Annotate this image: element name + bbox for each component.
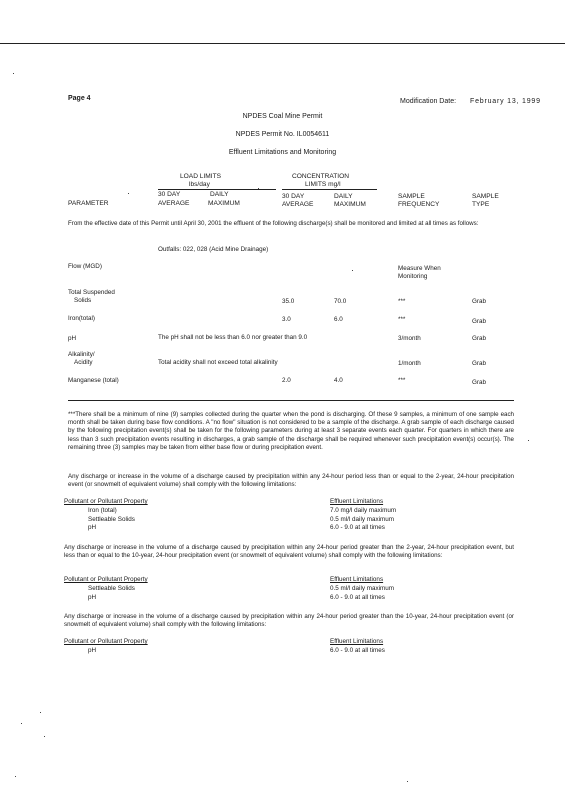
page-label: Page 4 [68,95,91,102]
col-sample-type-l1: SAMPLE [472,193,499,200]
col-sample-type-l2: TYPE [472,201,490,208]
paragraph-2yr: Any discharge or increase in the volume of a discharge caused by precipitation within any 24-hour period less than or equal to the 2-year, 24-hour precipitation event (or snowmelt of equivalent volume) shall comply with the following limitations: [68,473,514,489]
row-tss-max: 70.0 [334,298,347,305]
title-effluent: Effluent Limitations and Monitoring [228,149,337,156]
block2-left-header: Pollutant or Pollutant Property [64,576,148,583]
row-alkalinity-param-l1: Alkalinity/ [68,351,95,358]
table-divider [68,400,514,401]
block1-item-3-name: pH [88,524,97,531]
block3-left-header: Pollutant or Pollutant Property [64,638,148,645]
block1-right-header: Effluent Limitations [330,498,384,505]
row-ph-freq: 3/month [398,335,421,342]
block3-right-header: Effluent Limitations [330,638,384,645]
block2-item-1-name: Settleable Solids [88,585,135,592]
row-manganese-max: 4.0 [334,377,343,384]
row-manganese-avg: 2.0 [282,377,291,384]
row-tss-param-l2: Solids [74,297,92,304]
modification-label: Modification Date: [400,98,457,105]
block2-item-1-limit: 0.5 ml/l daily maximum [330,585,395,592]
row-iron-freq: *** [398,316,406,323]
row-iron-param: Iron(total) [68,315,95,322]
top-border [0,43,565,44]
row-alkalinity-param-l2: Acidity [74,359,93,366]
row-tss-freq: *** [398,298,406,305]
intro-paragraph: From the effective date of this Permit until April 30, 2001 the effluent of the following discharge(s) shall be monitored and limited at all times as follows: [68,220,479,227]
col-sample-frequency-l2: FREQUENCY [398,201,440,208]
concentration-heading: CONCENTRATION [292,173,350,180]
block3-item-1-name: pH [88,647,97,654]
col-sample-frequency-l1: SAMPLE [398,193,425,200]
block2-item-2-limit: 6.0 - 9.0 at all times [330,594,385,601]
row-iron-avg: 3.0 [282,316,291,323]
block1-item-1-name: Iron (total) [88,507,117,514]
row-tss-param-l1: Total Suspended [68,289,115,296]
row-manganese-freq: *** [398,377,406,384]
load-units: lbs/day [189,181,210,188]
col-daily-max-l1: DAILY [210,191,229,198]
outfalls-line: Outfalls: 022, 028 (Acid Mine Drainage) [158,246,269,253]
load-limits-heading: LOAD LIMITS [180,173,222,180]
row-alkalinity-note: Total acidity shall not exceed total alkalinity [158,359,278,366]
paragraph-10yr: Any discharge or increase in the volume of a discharge caused by precipitation within any 24-hour period greater than the 2-year, 24-hour precipitation event, but less than or equal to the 10-year, 24-hour precipitation event (or snowmelt of equivalent volume) shall comply with the following limitations: [64,544,514,560]
modification-date: February 13, 1999 [470,98,541,105]
col-conc-max-l1: DAILY [334,193,353,200]
block1-item-1-limit: 7.0 mg/l daily maximum [330,507,397,514]
block2-right-header: Effluent Limitations [330,576,384,583]
row-manganese-param: Manganese (total) [68,377,119,384]
title-permit: NPDES Coal Mine Permit [242,113,323,120]
concentration-rule [282,189,377,190]
col-conc-avg-l1: 30 DAY [282,193,305,200]
block2-item-2-name: pH [88,594,97,601]
col-30day-avg-l2: AVERAGE [158,200,190,207]
footnote-paragraph: ***There shall be a minimum of nine (9) samples collected during the quarter when the pond is discharging. Of these 9 samples, a minimum of one sample each month shall be taken during base flow conditions. A "no flow" situation is not considered to be a sample of the discharge. A grab sample of each discharge caused by the following precipitation event(s) shall be taken for the following parameters during at least 3 separate events each quarter. For quarters in which there are less than 3 such precipitation events resulting in discharges, a grab sample of the discharge shall be required whenever such precipitation event(s) occur(s). The remaining three (3) samples may be taken from either base flow or during precipitation event. [68,411,514,451]
concentration-units: LIMITS mg/l [305,181,341,188]
col-daily-max-l2: MAXIMUM [208,200,240,207]
block1-item-3-limit: 6.0 - 9.0 at all times [330,524,385,531]
row-flow-freq-l1: Measure When [398,265,441,272]
row-alkalinity-freq: 1/month [398,360,421,367]
col-conc-max-l2: MAXIMUM [334,201,366,208]
row-alkalinity-type: Grab [472,360,486,367]
col-parameter: PARAMETER [68,200,109,207]
col-30day-avg-l1: 30 DAY [158,191,181,198]
row-ph-note: The pH shall not be less than 6.0 nor greater than 9.0 [158,334,308,341]
row-manganese-type: Grab [472,379,486,386]
row-ph-type: Grab [472,335,486,342]
row-iron-max: 6.0 [334,316,343,323]
row-flow-param: Flow (MGD) [68,263,102,270]
block1-left-header: Pollutant or Pollutant Property [64,498,148,505]
row-tss-type: Grab [472,298,486,305]
col-conc-avg-l2: AVERAGE [282,201,314,208]
block1-item-2-name: Settleable Solids [88,516,135,523]
row-flow-freq-l2: Monitoring [398,273,428,280]
block3-item-1-limit: 6.0 - 9.0 at all times [330,647,385,654]
paragraph-over-10yr: Any discharge or increase in the volume of a discharge caused by precipitation within any 24-hour period greater than the 10-year, 24-hour precipitation event (or snowmelt of equivalent volume) shall comply with the following limitations: [64,613,514,629]
load-limits-rule [158,189,276,190]
block1-item-2-limit: 0.5 ml/l daily maximum [330,516,395,523]
title-permit-no: NPDES Permit No. IL0054611 [235,131,330,138]
row-ph-param: pH [68,335,77,342]
row-tss-avg: 35.0 [282,298,295,305]
row-iron-type: Grab [472,318,486,325]
